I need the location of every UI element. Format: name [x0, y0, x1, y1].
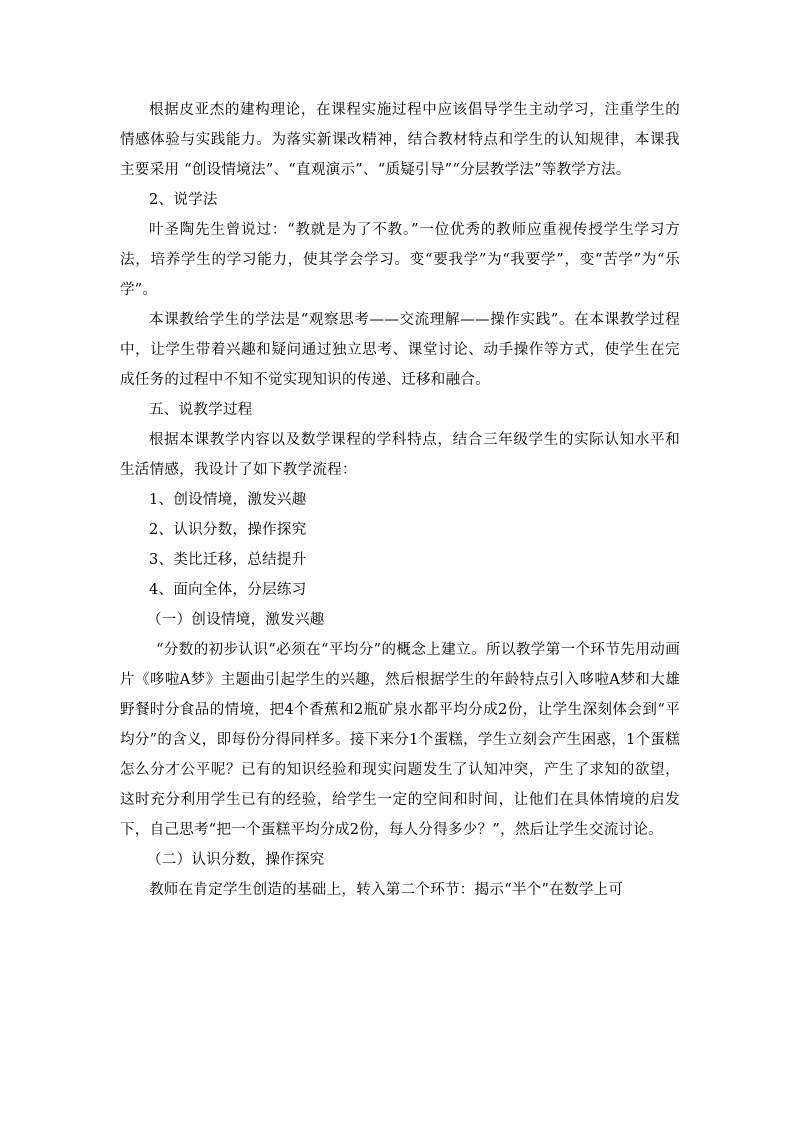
flow-step-3: 3、类比迁移，总结提升 [149, 552, 307, 568]
flow-step-4: 4、面向全体，分层练习 [149, 582, 307, 598]
heading-learning-method: 2、说学法 [149, 192, 218, 208]
paragraph-recognize-fractions: 教师在肯定学生创造的基础上，转入第二个环节：揭示“半个”在数学上可 [149, 882, 624, 898]
document-page [120, 95, 680, 905]
paragraph-create-situation: “分数的初步认识”必须在“平均分”的概念上建立。所以教学第一个环节先用动画片《哆啦A梦》主题曲引起学生的兴趣，然后根据学生的年龄特点引入哆啦A梦和大雄野餐时分食品的情境，把4个香蕉和2瓶矿泉水都平均分成2份，让学生深刻体会到“平均分”的含义，即每份分得同样多。接下来分1个蛋糕，学生立刻会产生困惑，1个蛋糕怎么分才公平呢？已有的知识经验和现实问题发生了认知冲突，产生了求知的欲望，这时充分利用学生已有的经验，给学生一定的空间和时间，让他们在具体情境的启发下，自己思考“把一个蛋糕平均分成2份，每人分得多少？”，然后让学生交流讨论。 [120, 642, 680, 838]
paragraph-teaching-flow-intro: 根据本课教学内容以及数学课程的学科特点，结合三年级学生的实际认知水平和生活情感，我设计了如下教学流程： [120, 432, 680, 478]
flow-step-2: 2、认识分数，操作探究 [149, 522, 307, 538]
paragraph-learning-approach: 本课教给学生的学法是“观察思考——交流理解——操作实践”。在本课教学过程中，让学生带着兴趣和疑问通过独立思考、课堂讨论、动手操作等方式，使学生在完成任务的过程中不知不觉实现知识的传递、迁移和融合。 [120, 312, 680, 388]
paragraph-teaching-method: 根据皮亚杰的建构理论，在课程实施过程中应该倡导学生主动学习，注重学生的情感体验与实践能力。为落实新课改精神，结合教材特点和学生的认知规律，本课我主要采用 “创设情境法”、“直观演示”、“质疑引导”“分层教学法”等教学方法。 [120, 102, 680, 178]
flow-step-1: 1、创设情境，激发兴趣 [149, 492, 307, 508]
subheading-recognize-fractions: （二）认识分数，操作探究 [147, 852, 325, 868]
subheading-create-situation: （一）创设情境，激发兴趣 [147, 612, 325, 628]
paragraph-ye-shengtao-quote: 叶圣陶先生曾说过：“教就是为了不教。”一位优秀的教师应重视传授学生学习方法，培养学生的学习能力，使其学会学习。变“要我学”为“我要学”，变“苦学”为“乐学”。 [120, 222, 680, 298]
heading-teaching-process: 五、说教学过程 [149, 402, 253, 418]
